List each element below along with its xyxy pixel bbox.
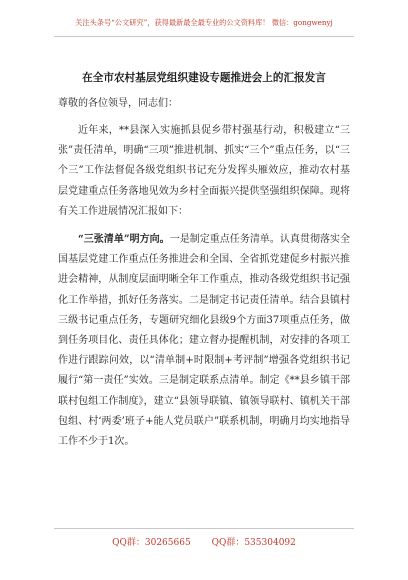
salutation: 尊敬的各位领导，同志们： <box>58 98 178 109</box>
footer-qq-group-2: QQ群：535304092 <box>211 538 296 548</box>
paragraph-section-1 <box>58 230 350 452</box>
section-heading: “三张清单”明方向。 <box>78 234 170 246</box>
header-divider <box>54 36 354 37</box>
header-banner: 关注头条号“公文研究”，获得最新最全最专业的公文资料库！ 微信：gongwenyj <box>75 18 333 27</box>
document-body <box>58 121 350 452</box>
section-body: 一是制定重点任务清单。认真贯彻落实全国基层党建工作重点任务推进会和全国、全省抓党建促乡村振兴推进会精神，从制度层面明晰全年工作重点，推动各级党组织书记强化工作举措，抓好任务落实。二是制定书记责任清单。结合县镇村三级书记重点任务，专题研究细化县级9个方面37项重点任务，做到任务项目化、责任具体化；建立督办提醒机制，对安排的各项工作进行跟踪问效，以“清单制+时限制+考评制”增强各党组织书记履行“第一责任”实效。三是制定联系点清单。制定《**县乡镇干部联村包组工作制度》，建立“县领导联镇、镇领导联村、镇机关干部包组、村‘两委’班子+能人党员联户”联系机制，明确月均实地指导工作不少于1次。 <box>58 234 350 448</box>
footer-divider <box>54 528 354 529</box>
footer-qq-group-1: QQ群：30265665 <box>112 538 191 548</box>
footer <box>0 535 408 548</box>
document-title: 在全市农村基层党组织建设专题推进会上的汇报发言 <box>82 72 326 84</box>
paragraph-intro: 近年来，**县深入实施抓县促乡带村强基行动，积极建立“三张”责任清单，明确“三项”推进机制、抓实“三个”重点任务，以“三个三”工作法督促各级党组织书记充分发挥头雁效应，推动农村基层党建重点任务落地见效为乡村全面振兴提供坚强组织保障。现将有关工作进展情况汇报如下： <box>58 125 350 217</box>
